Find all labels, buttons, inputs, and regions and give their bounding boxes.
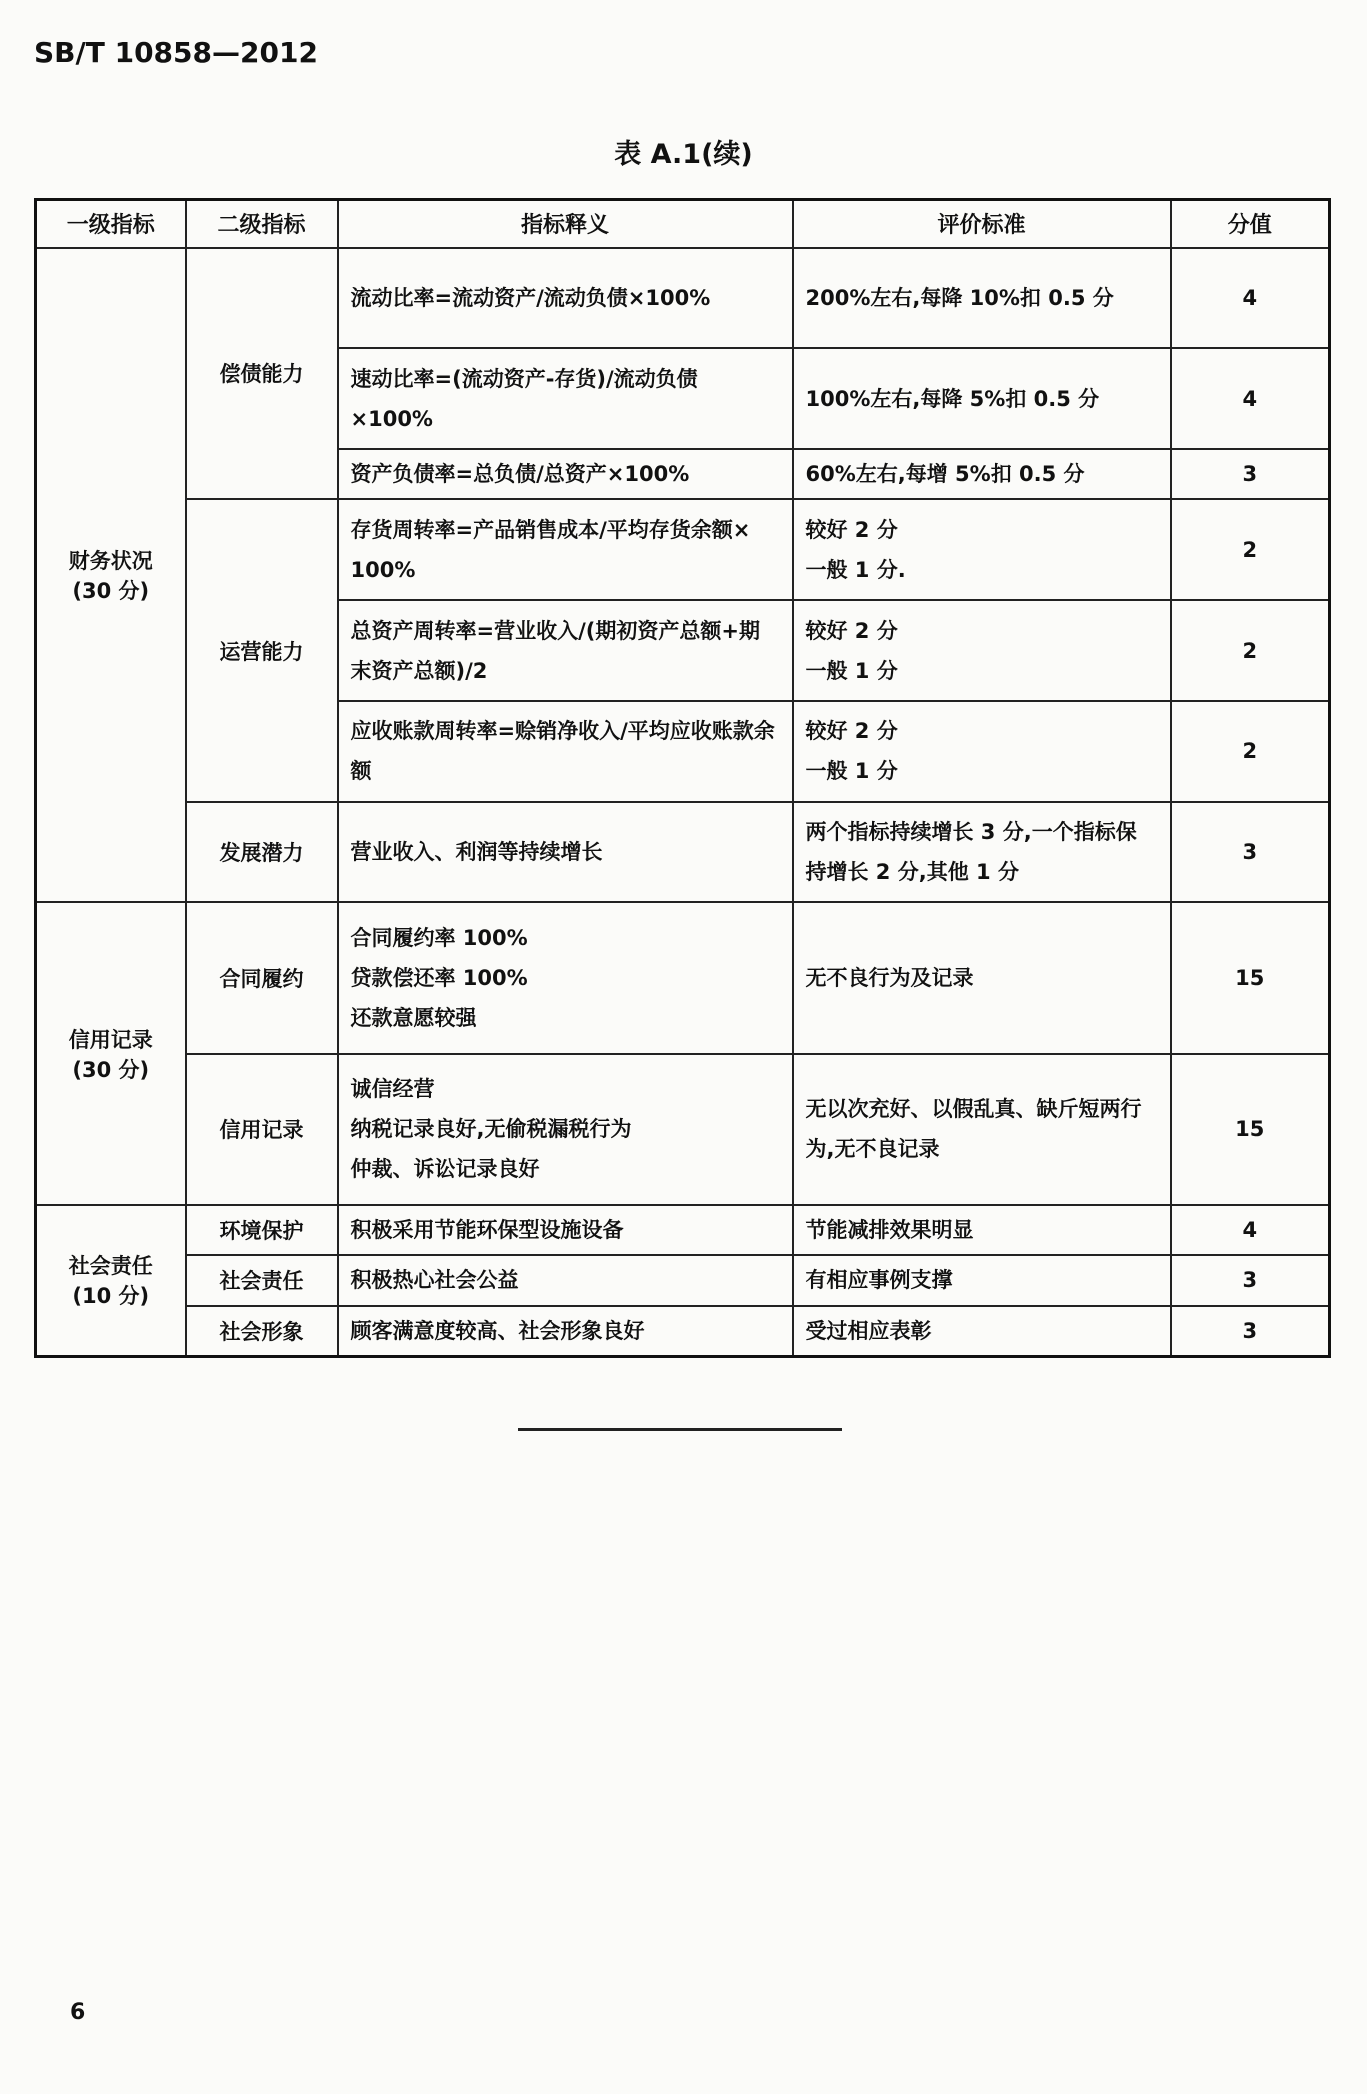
level2-indicator: 信用记录 [186,1054,338,1205]
standard-cell: 较好 2 分 一般 1 分 [793,600,1171,701]
standard-cell: 两个指标持续增长 3 分,一个指标保持增长 2 分,其他 1 分 [793,802,1171,903]
definition-cell: 总资产周转率=营业收入/(期初资产总额+期末资产总额)/2 [338,600,793,701]
score-cell: 3 [1171,1255,1330,1305]
table-row [36,1306,1330,1357]
standard-code: SB/T 10858—2012 [34,36,318,69]
level2-indicator: 社会责任 [186,1255,338,1305]
standard-cell: 节能减排效果明显 [793,1205,1171,1255]
score-cell: 3 [1171,449,1330,499]
standard-cell: 60%左右,每增 5%扣 0.5 分 [793,449,1171,499]
indicator-table [34,198,1331,1358]
definition-cell: 积极采用节能环保型设施设备 [338,1205,793,1255]
standard-cell: 有相应事例支撑 [793,1255,1171,1305]
level1-indicator: 财务状况 (30 分) [36,248,186,903]
standard-cell: 较好 2 分 一般 1 分 [793,701,1171,802]
standard-cell: 较好 2 分 一般 1 分. [793,499,1171,600]
standard-cell: 200%左右,每降 10%扣 0.5 分 [793,248,1171,349]
score-cell: 3 [1171,802,1330,903]
score-cell: 15 [1171,1054,1330,1205]
level2-indicator: 社会形象 [186,1306,338,1357]
definition-cell: 营业收入、利润等持续增长 [338,802,793,903]
score-cell: 15 [1171,902,1330,1053]
level2-indicator: 偿债能力 [186,248,338,500]
level1-indicator: 社会责任 (10 分) [36,1205,186,1357]
score-cell: 4 [1171,1205,1330,1255]
page-number: 6 [70,2000,86,2025]
level2-indicator: 运营能力 [186,499,338,801]
definition-cell: 速动比率=(流动资产-存货)/流动负债×100% [338,348,793,449]
table-row [36,802,1330,903]
table-row [36,1205,1330,1255]
table-header-row [36,200,1330,248]
column-header: 评价标准 [793,200,1171,248]
table-row [36,499,1330,600]
level2-indicator: 环境保护 [186,1205,338,1255]
standard-cell: 受过相应表彰 [793,1306,1171,1357]
standard-cell: 无以次充好、以假乱真、缺斤短两行为,无不良记录 [793,1054,1171,1205]
score-cell: 2 [1171,701,1330,802]
level1-indicator: 信用记录 (30 分) [36,902,186,1204]
level2-indicator: 发展潜力 [186,802,338,903]
definition-cell: 诚信经营 纳税记录良好,无偷税漏税行为 仲裁、诉讼记录良好 [338,1054,793,1205]
score-cell: 4 [1171,348,1330,449]
definition-cell: 合同履约率 100% 贷款偿还率 100% 还款意愿较强 [338,902,793,1053]
score-cell: 4 [1171,248,1330,349]
column-header: 分值 [1171,200,1330,248]
definition-cell: 存货周转率=产品销售成本/平均存货余额× 100% [338,499,793,600]
score-cell: 3 [1171,1306,1330,1357]
standard-cell: 无不良行为及记录 [793,902,1171,1053]
definition-cell: 流动比率=流动资产/流动负债×100% [338,248,793,349]
column-header: 指标释义 [338,200,793,248]
table-row [36,1054,1330,1205]
table-title: 表 A.1(续) [614,139,753,170]
definition-cell: 积极热心社会公益 [338,1255,793,1305]
table-row [36,1255,1330,1305]
score-cell: 2 [1171,499,1330,600]
level2-indicator: 合同履约 [186,902,338,1053]
definition-cell: 应收账款周转率=赊销净收入/平均应收账款余额 [338,701,793,802]
column-header: 一级指标 [36,200,186,248]
score-cell: 2 [1171,600,1330,701]
table-row [36,902,1330,1053]
definition-cell: 顾客满意度较高、社会形象良好 [338,1306,793,1357]
column-header: 二级指标 [186,200,338,248]
standard-cell: 100%左右,每降 5%扣 0.5 分 [793,348,1171,449]
definition-cell: 资产负债率=总负债/总资产×100% [338,449,793,499]
end-of-standard-rule [518,1428,842,1431]
table-row [36,248,1330,349]
